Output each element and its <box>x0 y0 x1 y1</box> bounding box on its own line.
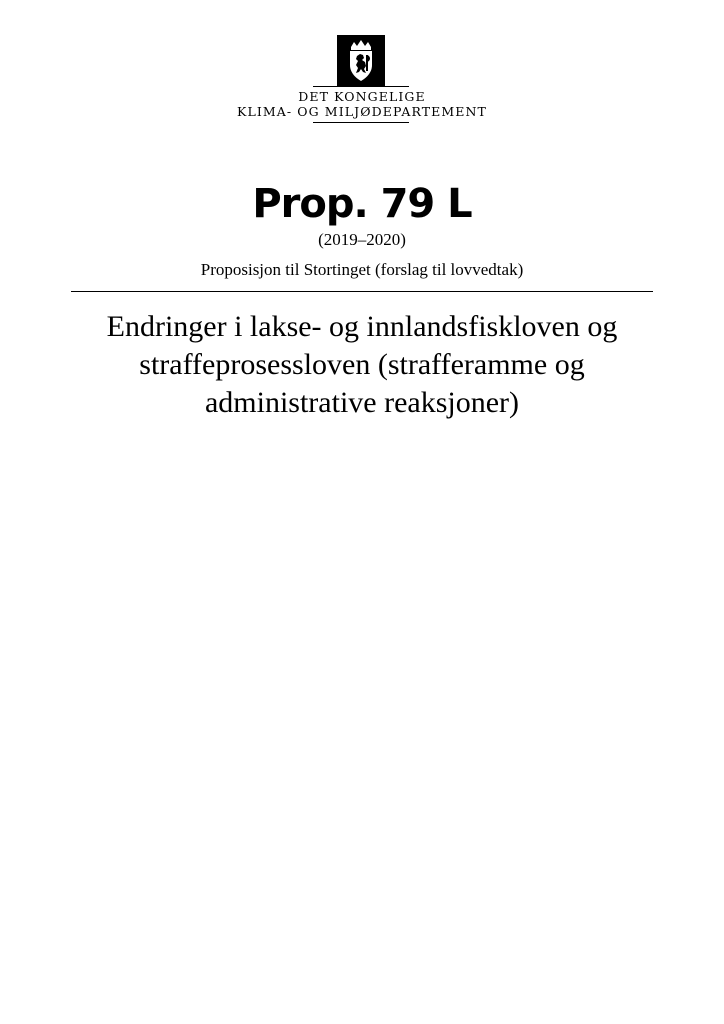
session-years: (2019–2020) <box>318 230 406 249</box>
proposition-number: Prop. 79 L <box>252 181 472 227</box>
department-rule-bottom <box>313 122 409 123</box>
title-divider <box>71 291 653 292</box>
document-title-line-1: Endringer i lakse- og innlandsfiskloven og <box>106 310 618 343</box>
department-line-1: DET KONGELIGE <box>298 89 426 104</box>
department-rule-top <box>313 86 409 87</box>
document-title-line-2: straffeprosessloven (strafferamme og <box>139 348 585 381</box>
department-line-2: KLIMA- OG MILJØDEPARTEMENT <box>237 104 487 119</box>
proposition-type: Proposisjon til Stortinget (forslag til lovvedtak) <box>200 260 524 279</box>
coat-of-arms-icon <box>337 35 385 87</box>
document-title-line-3: administrative reaksjoner) <box>204 386 520 419</box>
document-title <box>60 308 664 422</box>
